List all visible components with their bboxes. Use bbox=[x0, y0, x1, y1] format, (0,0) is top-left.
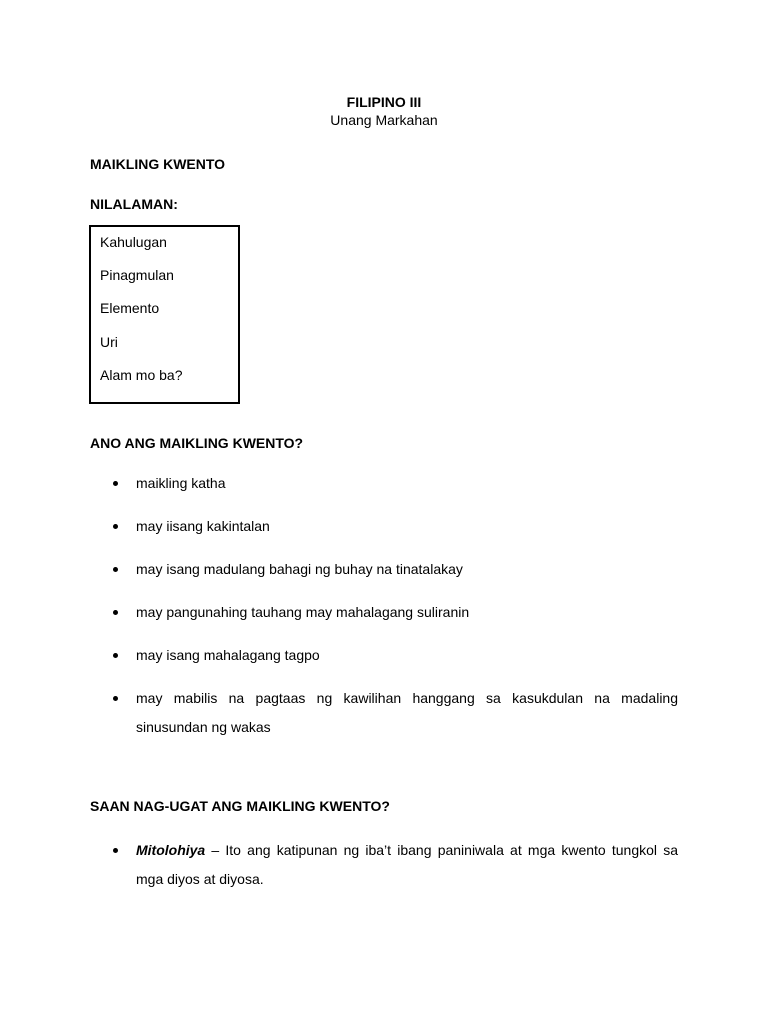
bullet-icon bbox=[113, 653, 118, 658]
list-item-text bbox=[136, 836, 678, 894]
list-item bbox=[90, 641, 678, 670]
contents-item: Kahulugan bbox=[100, 234, 167, 250]
contents-item: Elemento bbox=[100, 300, 160, 316]
bullet-icon bbox=[113, 567, 118, 572]
contents-box bbox=[89, 225, 240, 404]
bullet-icon bbox=[113, 696, 118, 701]
list-item bbox=[90, 684, 678, 742]
list-item-text: may isang madulang bahagi ng buhay na tinatalakay bbox=[136, 561, 463, 577]
term-definition: – Ito ang katipunan ng iba’t ibang paniniwala at mga kwento tungkol sa mga diyos at diyosa. bbox=[136, 842, 678, 887]
contents-heading: NILALAMAN: bbox=[90, 196, 178, 212]
list-item bbox=[90, 598, 678, 627]
list-item bbox=[90, 836, 678, 894]
list-item bbox=[90, 512, 678, 541]
document-subtitle: Unang Markahan bbox=[330, 112, 438, 128]
list-item-text: may pangunahing tauhang may mahalagang suliranin bbox=[136, 604, 470, 620]
bullet-icon bbox=[113, 848, 118, 853]
bullet-icon bbox=[113, 481, 118, 486]
definition-heading: ANO ANG MAIKLING KWENTO? bbox=[90, 435, 304, 451]
document-header bbox=[0, 93, 768, 129]
list-item-text: maikling katha bbox=[136, 475, 226, 491]
topic-heading: MAIKLING KWENTO bbox=[90, 156, 226, 172]
term-label: Mitolohiya bbox=[136, 842, 206, 858]
list-item bbox=[90, 469, 678, 498]
list-item-text: may isang mahalagang tagpo bbox=[136, 647, 320, 663]
document-title: FILIPINO III bbox=[346, 94, 422, 110]
list-item bbox=[90, 555, 678, 584]
contents-item: Alam mo ba? bbox=[100, 367, 183, 383]
bullet-icon bbox=[113, 524, 118, 529]
bullet-icon bbox=[113, 610, 118, 615]
list-item-text: may mabilis na pagtaas ng kawilihan hanggang sa kasukdulan na madaling sinusundan ng wakas bbox=[136, 690, 678, 735]
contents-item: Pinagmulan bbox=[100, 267, 174, 283]
origin-heading: SAAN NAG-UGAT ANG MAIKLING KWENTO? bbox=[90, 798, 390, 814]
contents-item: Uri bbox=[100, 334, 118, 350]
list-item-text: may iisang kakintalan bbox=[136, 518, 270, 534]
